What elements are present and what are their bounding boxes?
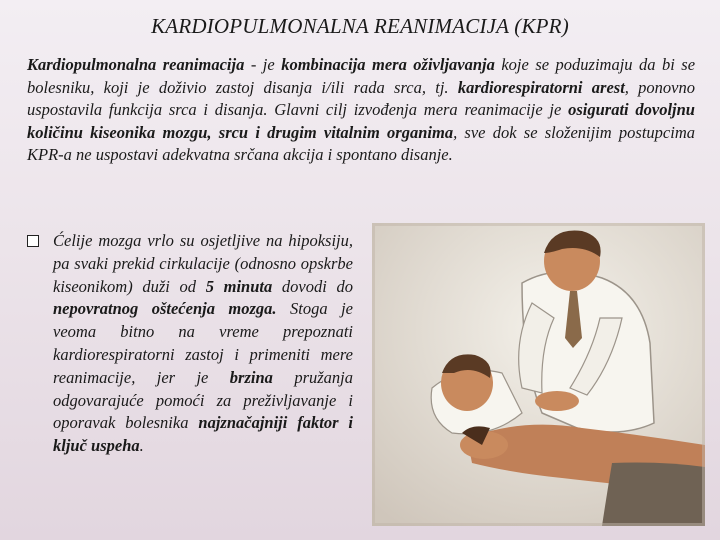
intro-bold-2: kardiorespiratorni arest <box>457 77 625 97</box>
bullet-text-5: . <box>139 436 144 456</box>
checkbox-bullet-icon <box>27 235 39 247</box>
bullet-bold-4: najznačajniji faktor i ključ uspeha <box>53 413 353 456</box>
bullet-bold-1: 5 minuta <box>205 276 273 296</box>
bullet-bold-2: nepovratnog oštećenja mozga. <box>53 299 277 319</box>
intro-text-1: - je <box>244 55 282 74</box>
bullet-text <box>53 230 353 458</box>
intro-text-4: , sve dok se složenijim postupcima KPR-a ne uspostavi adekvatna srčana akcija i spontano disanje. <box>27 122 695 164</box>
cpr-illustration-art <box>372 223 705 526</box>
intro-bold-1: kombinacija mera oživljavanja <box>281 55 495 74</box>
bullet-text-2: dovodi do <box>272 276 353 296</box>
bullet-text-4: pružanja odgovarajuće pomoći za preživljavanje i oporavak bolesnika <box>53 367 353 433</box>
bullet-text-3: Stoga je veoma bitno na vreme prepoznati kardiorespiratorni zastoj i primeniti mere reanimacije, jer je <box>53 299 353 387</box>
intro-text-3: , ponovno uspostavila funkcija srca i disanja. Glavni cilj izvođenja mera reanimacije je <box>27 77 696 119</box>
intro-bold-3: osigurati dovoljnu količinu kiseonika mozgu, srcu i drugim vitalnim organima <box>27 100 695 142</box>
intro-text-2: koje se poduzimaju da bi se bolesniku, koji je doživio zastoj disanja i/ili rada srca, tj. <box>27 55 696 97</box>
intro-paragraph <box>27 54 695 167</box>
cpr-illustration <box>372 223 705 526</box>
bullet-text-1: Ćelije mozga vrlo su osjetljive na hipoksiju, pa svaki prekid cirkulacije (odnosno opskrbe kiseonikom) duži od <box>53 231 353 296</box>
intro-term: Kardiopulmonalna reanimacija <box>27 55 245 74</box>
bullet-item <box>27 230 353 458</box>
slide-title: KARDIOPULMONALNA REANIMACIJA (KPR) <box>151 14 569 38</box>
bullet-bold-3: brzina <box>229 367 273 387</box>
